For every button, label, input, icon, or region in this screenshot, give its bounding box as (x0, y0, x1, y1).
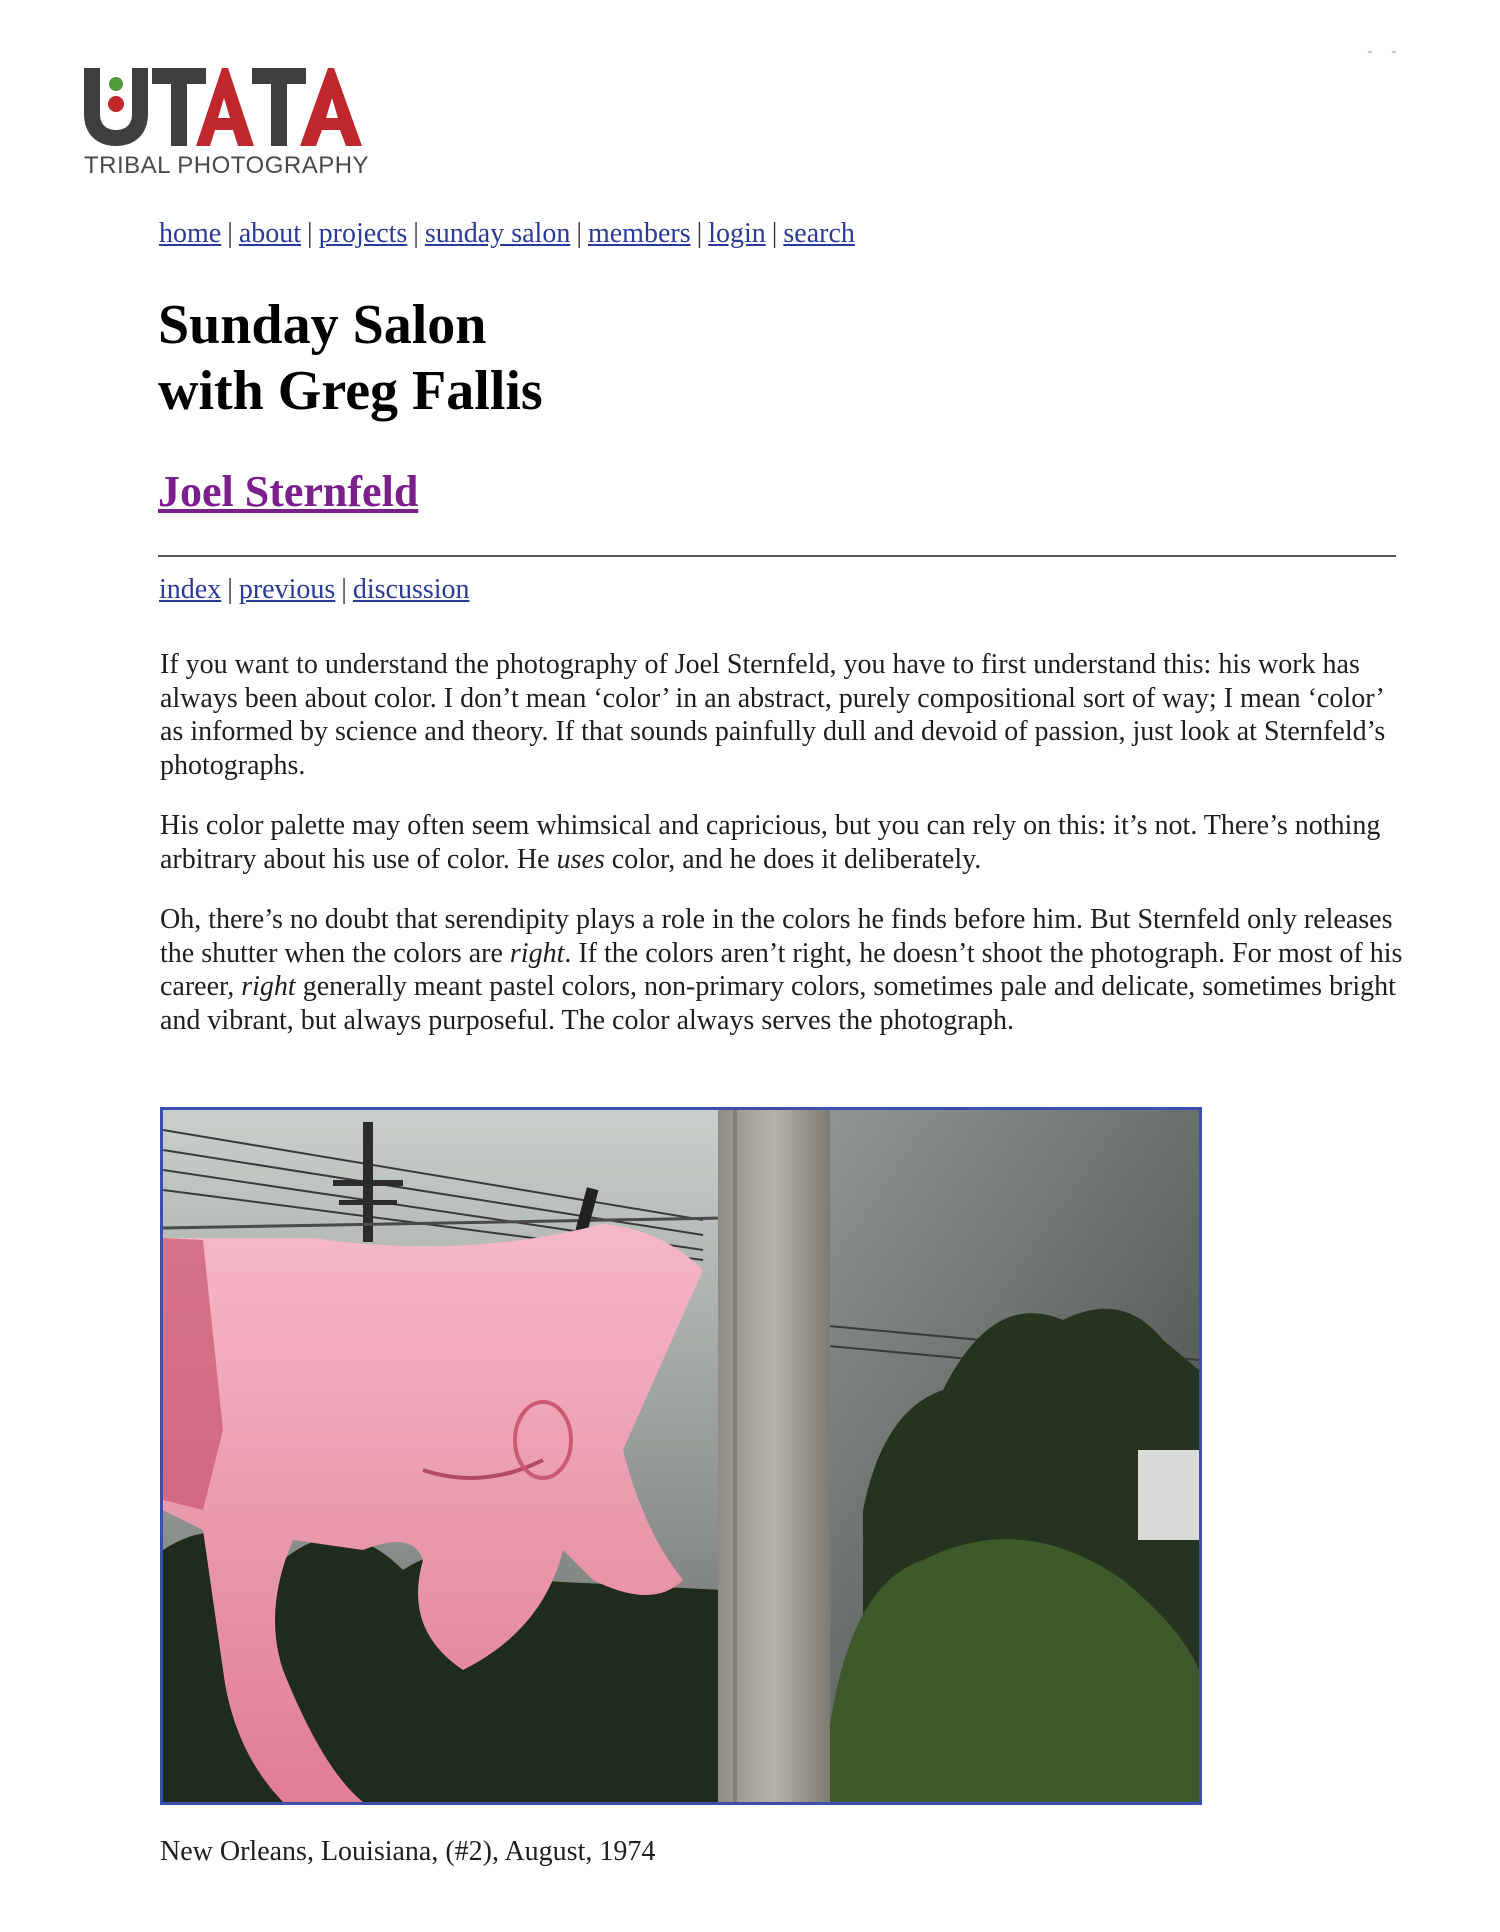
subject-link[interactable]: Joel Sternfeld (158, 467, 419, 516)
corner-dots-icon (1366, 48, 1402, 56)
subnav-separator: | (227, 574, 233, 605)
nav-separator: | (771, 218, 778, 249)
article-paragraph-2 (160, 809, 1405, 876)
subnav-separator: | (341, 574, 347, 605)
utata-logo-mark (80, 62, 380, 152)
emphasis-right: right (509, 937, 565, 969)
nav-separator: | (413, 218, 419, 249)
page-title-line-2: with Greg Fallis (158, 360, 543, 422)
nav-separator: | (227, 218, 233, 249)
nav-sunday-salon-link[interactable]: sunday salon (424, 218, 571, 249)
nav-home-link[interactable]: home (159, 218, 222, 249)
page-title-line-1: Sunday Salon (158, 294, 487, 356)
text-run: generally meant pastel colors, non-primary colors, sometimes pale and delicate, sometimes bright and vibrant, but always purposeful. The color always serves the photograph. (160, 971, 1396, 1036)
nav-separator: | (307, 218, 313, 249)
logo-tagline: TRIBAL PHOTOGRAPHY (84, 152, 370, 179)
text-run: Oh, there’s no doubt that serendipity plays a role in the colors he finds before him. But Sternfeld only releases the shutter when the colors are (160, 904, 1393, 969)
nav-separator: | (696, 218, 703, 249)
divider (158, 555, 1396, 557)
salon-nav (159, 574, 470, 606)
photo-caption: New Orleans, Louisiana, (#2), August, 1974 (160, 1836, 656, 1867)
nav-login-link[interactable]: login (708, 218, 766, 249)
main-nav (159, 218, 855, 250)
green-dot-icon (109, 77, 123, 91)
text-run: color, and he does it deliberately. (604, 843, 982, 875)
article-paragraph-3 (160, 903, 1405, 1037)
index-link[interactable]: index (159, 574, 222, 605)
nav-members-link[interactable]: members (587, 218, 691, 249)
site-logo[interactable] (80, 62, 380, 190)
nav-projects-link[interactable]: projects (318, 218, 408, 249)
nav-about-link[interactable]: about (238, 218, 302, 249)
article-paragraph-1: If you want to understand the photography of Joel Sternfeld, you have to first understand this: his work has always been about color. I don’t mean ‘color’ in an abstract, purely compositional sort of way; I mean ‘color’ as informed by science and theory. If that sounds painfully dull and devoid of passion, just look at Sternfeld’s photographs. (160, 649, 1386, 781)
page-title (158, 292, 543, 424)
photograph[interactable] (160, 1107, 1202, 1805)
red-dot-icon (108, 96, 124, 112)
text-run: His color palette may often seem whimsical and capricious, but you can rely on this: it’s not. There’s nothing arbitrary about his use of color. He (160, 810, 1381, 875)
text-run: . If the colors aren’t right, he doesn’t shoot the photograph. For most of his career, (160, 937, 1403, 1002)
article-body (160, 648, 1405, 1064)
photo-laundry-on-line-image (163, 1110, 1199, 1802)
nav-separator: | (576, 218, 582, 249)
subject-heading (158, 466, 418, 517)
emphasis-uses: uses (556, 843, 605, 875)
nav-search-link[interactable]: search (783, 218, 855, 249)
emphasis-right: right (241, 971, 296, 1002)
previous-link[interactable]: previous (238, 574, 336, 605)
discussion-link[interactable]: discussion (352, 574, 470, 605)
